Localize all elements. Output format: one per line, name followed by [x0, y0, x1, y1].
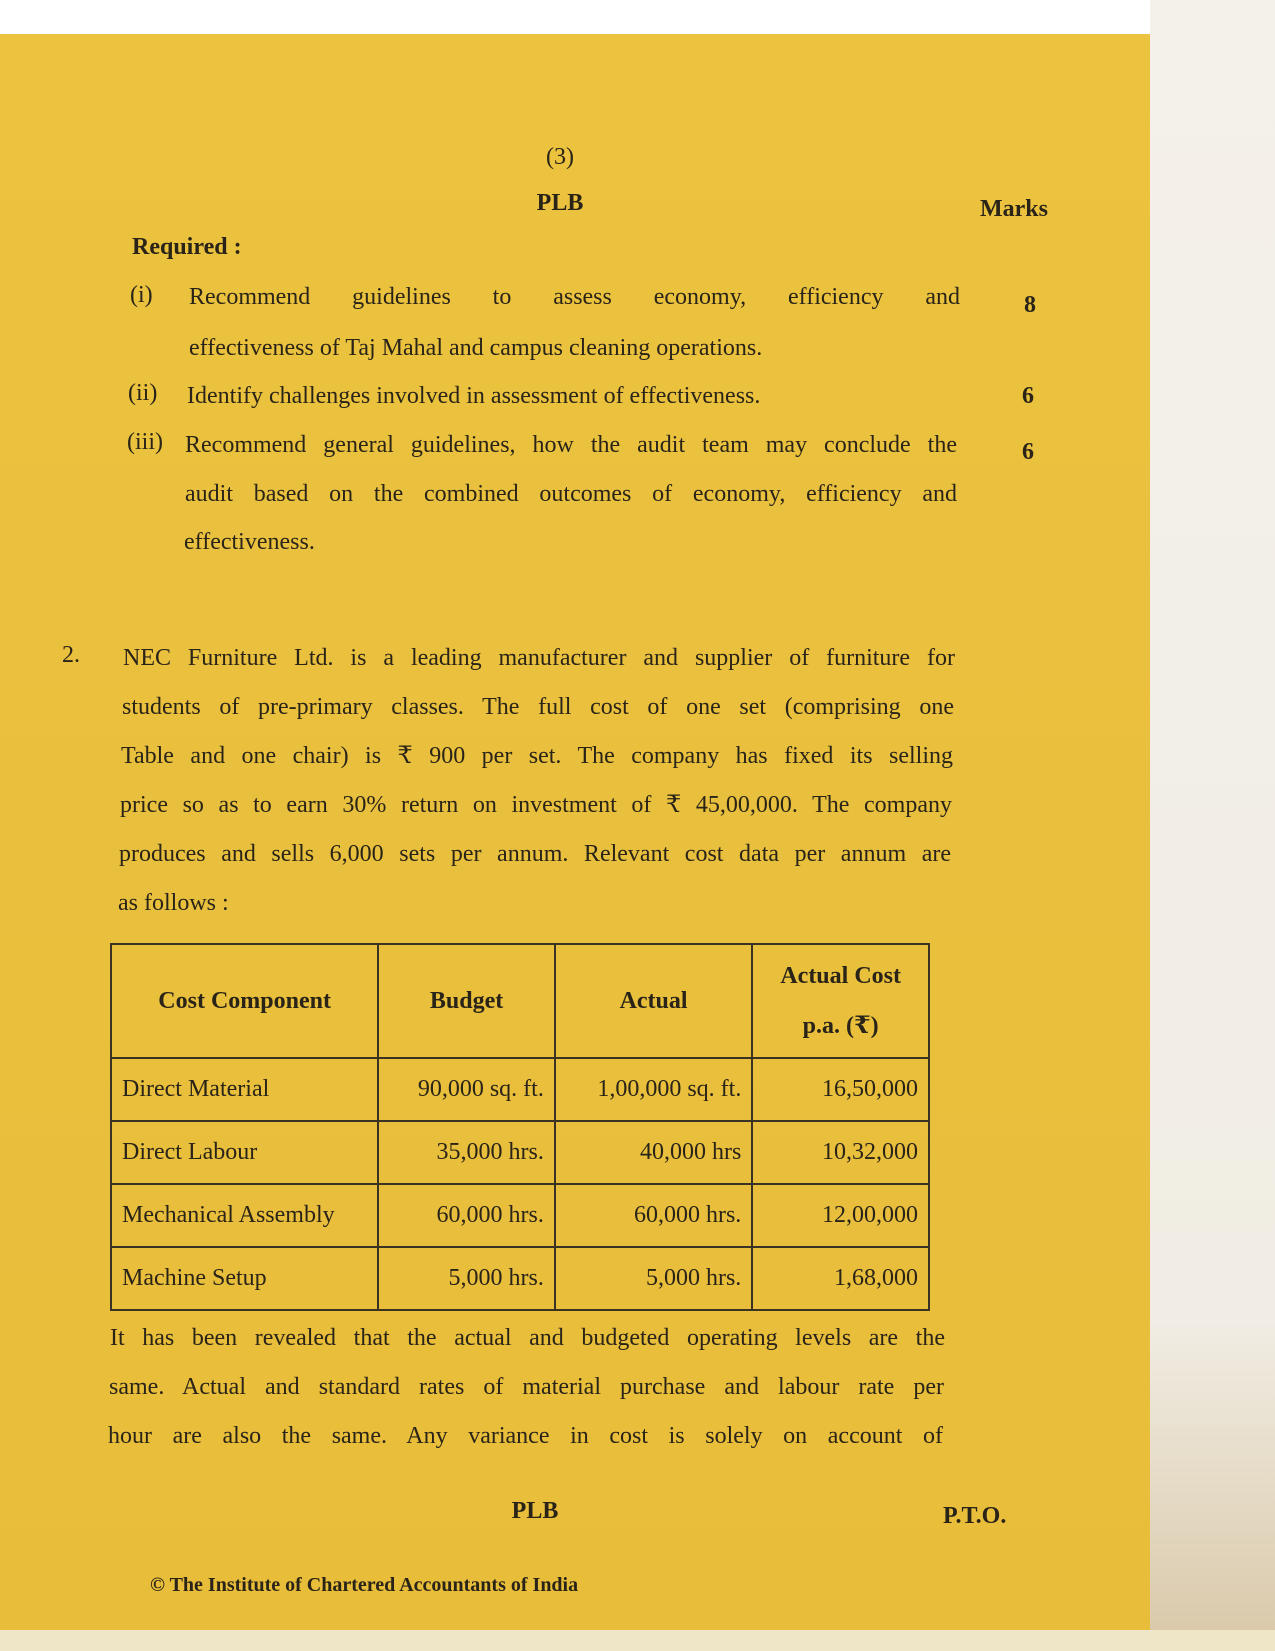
column-header-line: p.a. (₹) — [802, 1013, 879, 1039]
page-number: (3) — [546, 144, 574, 170]
scan-margin-bottom — [0, 1630, 1275, 1651]
marks-column-heading: Marks — [980, 196, 1048, 222]
column-header-line: Actual Cost — [780, 963, 901, 989]
question-text-line: students of pre-primary classes. The full cost of one set (comprising one — [122, 694, 954, 720]
column-header: Actual — [555, 944, 752, 1058]
subquestion-text-line: Recommend general guidelines, how the audit team may conclude the — [185, 432, 957, 458]
table-cell: 40,000 hrs — [555, 1121, 752, 1184]
subquestion-number: (ii) — [128, 380, 158, 406]
table-row — [111, 1184, 929, 1247]
table-cell: 60,000 hrs. — [378, 1184, 555, 1247]
subquestion-text-line: Recommend guidelines to assess economy, efficiency and — [189, 284, 960, 310]
table-cell: Machine Setup — [111, 1247, 378, 1310]
subquestion-text-line: Identify challenges involved in assessment of effectiveness. — [187, 383, 761, 409]
table-row — [111, 1247, 929, 1310]
question-text-line: as follows : — [118, 890, 229, 916]
subquestion-text-line: effectiveness. — [184, 529, 315, 555]
cost-data-table — [110, 943, 930, 1311]
question-number: 2. — [62, 642, 80, 668]
table-cell: 1,68,000 — [752, 1247, 929, 1310]
please-turn-over: P.T.O. — [943, 1503, 1007, 1529]
scan-margin-right — [1150, 0, 1275, 1651]
subquestion-number: (iii) — [127, 429, 163, 455]
subquestion-number: (i) — [130, 282, 153, 308]
table-row — [111, 1121, 929, 1184]
marks-value: 8 — [1024, 292, 1036, 318]
paper-code-header: PLB — [536, 190, 584, 216]
question-text-line: produces and sells 6,000 sets per annum. Relevant cost data per annum are — [119, 841, 951, 867]
table-cell: 35,000 hrs. — [378, 1121, 555, 1184]
question-text-line: Table and one chair) is ₹ 900 per set. The company has fixed its selling — [121, 743, 953, 769]
question-text-line: NEC Furniture Ltd. is a leading manufacturer and supplier of furniture for — [123, 645, 955, 671]
table-cell: 16,50,000 — [752, 1058, 929, 1121]
table-cell: 10,32,000 — [752, 1121, 929, 1184]
copyright-notice: © The Institute of Chartered Accountants of India — [150, 1574, 579, 1596]
subquestion-text-line: audit based on the combined outcomes of economy, efficiency and — [185, 481, 957, 507]
table-cell: 90,000 sq. ft. — [378, 1058, 555, 1121]
required-label: Required : — [132, 234, 242, 260]
paper-code-footer: PLB — [511, 1498, 559, 1524]
table-cell: Direct Labour — [111, 1121, 378, 1184]
table-cell: Direct Material — [111, 1058, 378, 1121]
table-cell: 5,000 hrs. — [378, 1247, 555, 1310]
table-header-row — [111, 944, 929, 1058]
paragraph-text-line: It has been revealed that the actual and budgeted operating levels are the — [110, 1325, 945, 1351]
column-header — [752, 944, 929, 1058]
table-cell: Mechanical Assembly — [111, 1184, 378, 1247]
marks-value: 6 — [1022, 383, 1034, 409]
marks-value: 6 — [1022, 439, 1034, 465]
paragraph-text-line: same. Actual and standard rates of material purchase and labour rate per — [109, 1374, 944, 1400]
table-cell: 60,000 hrs. — [555, 1184, 752, 1247]
question-text-line: price so as to earn 30% return on investment of ₹ 45,00,000. The company — [120, 792, 952, 818]
table-cell: 12,00,000 — [752, 1184, 929, 1247]
table-row — [111, 1058, 929, 1121]
subquestion-text-line: effectiveness of Taj Mahal and campus cleaning operations. — [189, 335, 763, 361]
table-cell: 1,00,000 sq. ft. — [555, 1058, 752, 1121]
column-header: Cost Component — [111, 944, 378, 1058]
table-cell: 5,000 hrs. — [555, 1247, 752, 1310]
paragraph-text-line: hour are also the same. Any variance in cost is solely on account of — [108, 1423, 943, 1449]
column-header: Budget — [378, 944, 555, 1058]
